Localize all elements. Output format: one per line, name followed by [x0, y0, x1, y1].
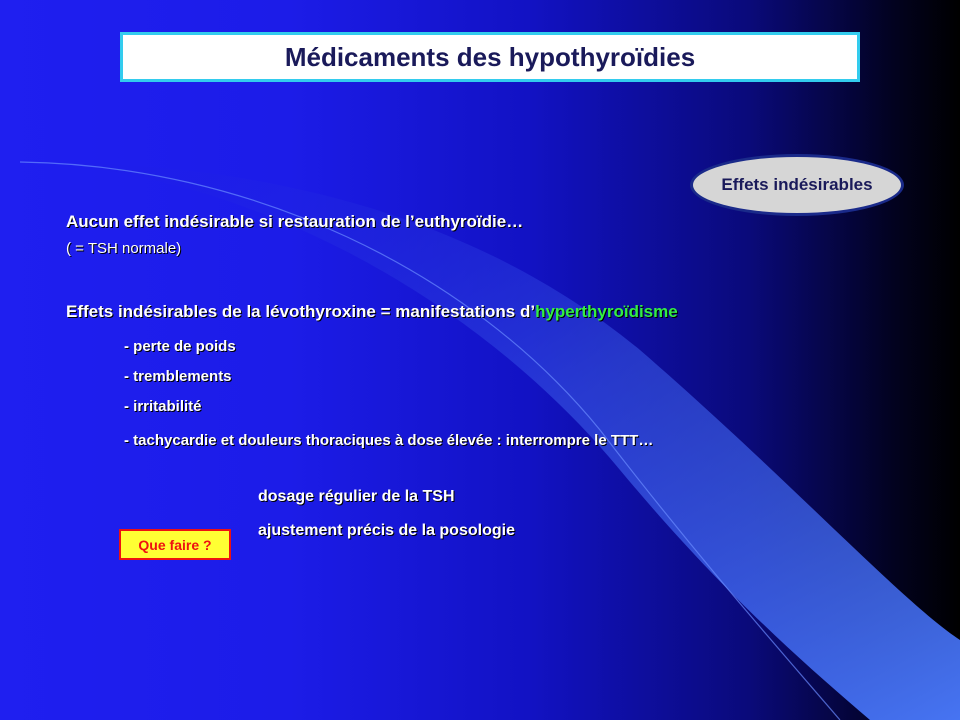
bullet-item: - tremblements — [124, 368, 232, 385]
statement-tsh-normal: ( = TSH normale) — [66, 240, 182, 257]
statement-side-effects — [66, 302, 678, 322]
slide-title: Médicaments des hypothyroïdies — [284, 41, 696, 72]
hyperthyroidism-highlight: hyperthyroïdisme — [535, 302, 678, 321]
slide-title-box — [120, 32, 860, 82]
action-item: dosage régulier de la TSH — [258, 488, 455, 505]
question-box — [119, 529, 231, 560]
statement-side-effects-prefix: Effets indésirables de la lévothyroxine = manifestations d’ — [66, 302, 536, 321]
bullet-item: - irritabilité — [124, 398, 202, 415]
section-badge — [690, 154, 904, 216]
action-item: ajustement précis de la posologie — [258, 522, 515, 539]
section-badge-label: Effets indésirables — [721, 175, 873, 194]
question-label: Que faire ? — [138, 536, 212, 553]
statement-no-side-effects: Aucun effet indésirable si restauration de l’euthyroïdie… — [66, 212, 524, 231]
bullet-item: - perte de poids — [124, 338, 236, 355]
bullet-item: - tachycardie et douleurs thoraciques à dose élevée : interrompre le TTT… — [124, 432, 654, 449]
